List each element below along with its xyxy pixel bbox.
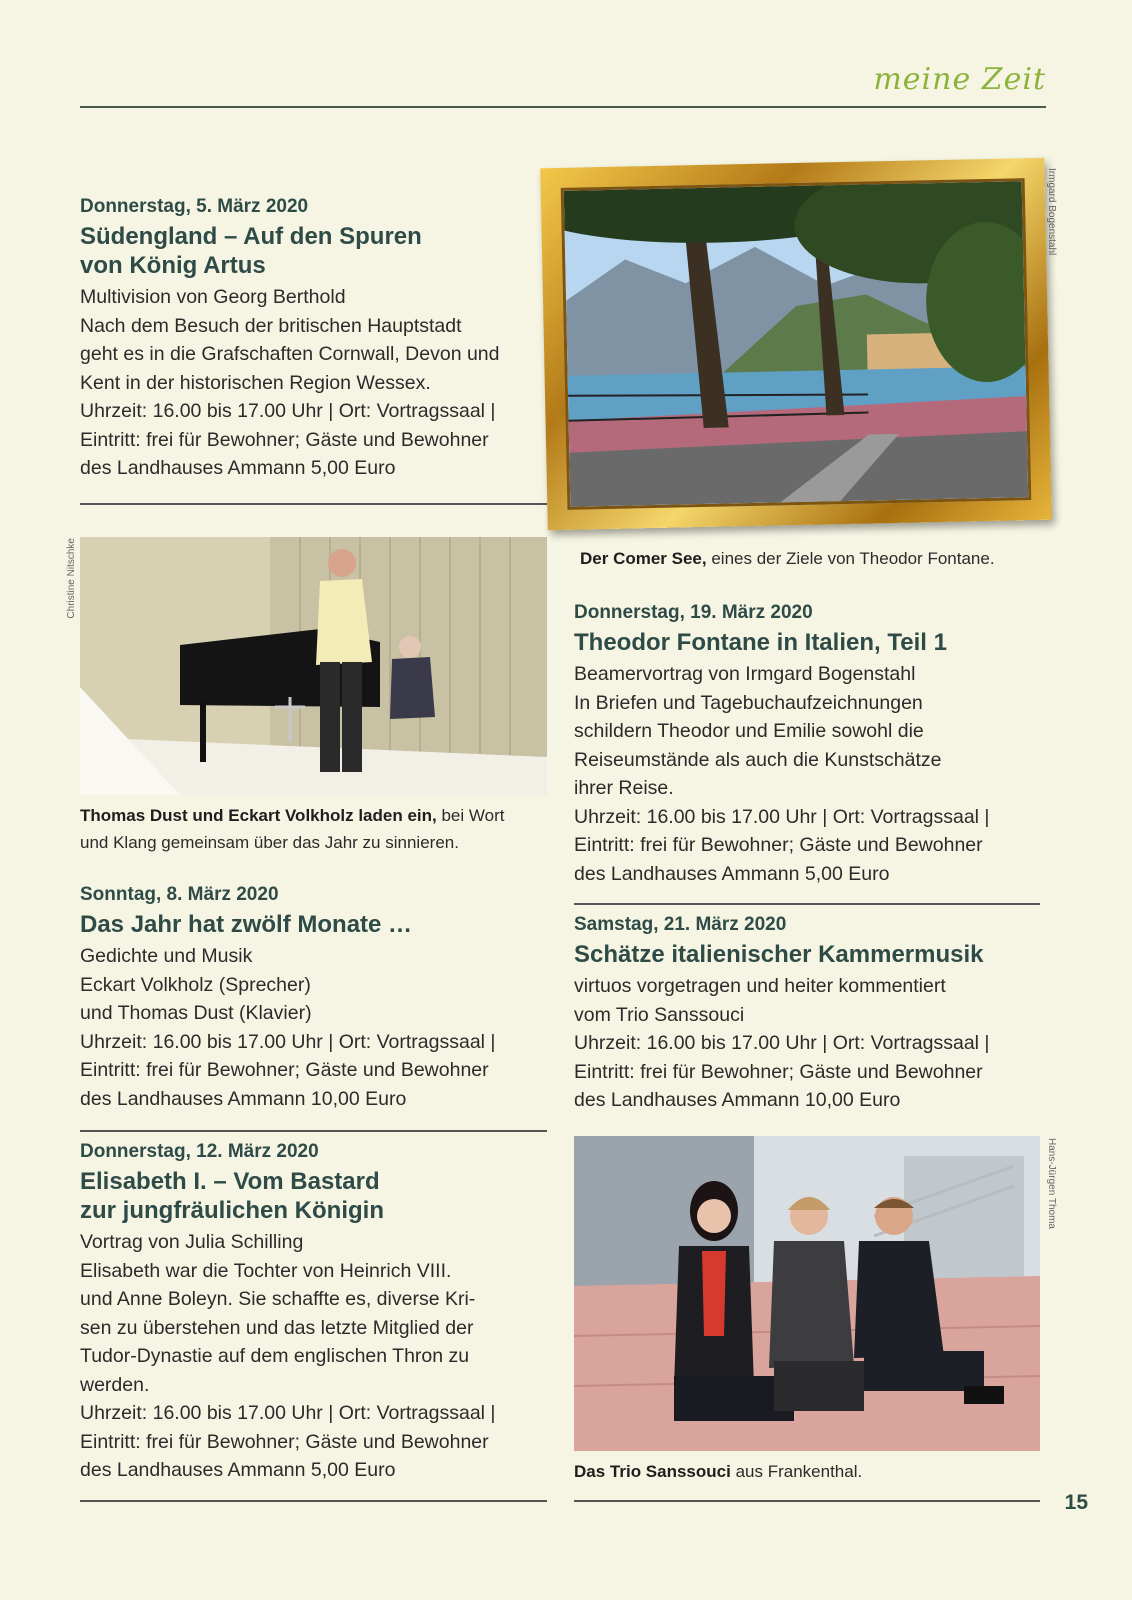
section-divider — [574, 903, 1040, 905]
event-line: schildern Theodor und Emilie sowohl die — [574, 720, 924, 742]
event-date: Sonntag, 8. März 2020 — [80, 884, 279, 905]
section-divider — [80, 503, 547, 505]
event-line: vom Trio Sanssouci — [574, 1003, 745, 1026]
caption-bold: Thomas Dust und Eckart Volkholz laden ein, — [80, 806, 437, 825]
event-title — [80, 222, 540, 280]
event-title: Theodor Fontane in Italien, Teil 1 — [574, 629, 947, 656]
event-title — [80, 1167, 550, 1225]
event-line: und Thomas Dust (Klavier) — [80, 1002, 312, 1024]
section-divider — [574, 1500, 1040, 1502]
caption-line — [80, 802, 550, 829]
event-line: Uhrzeit: 16.00 bis 17.00 Uhr | Ort: Vortragssaal | — [80, 400, 496, 422]
caption-text: eines der Ziele von Theodor Fontane. — [706, 549, 995, 568]
event-date: Donnerstag, 19. März 2020 — [574, 602, 813, 623]
section-divider — [80, 1500, 547, 1502]
event-line: Vortrag von Julia Schilling — [80, 1231, 304, 1253]
event-line: Gedichte und Musik — [80, 945, 253, 967]
event-line: Eintritt: frei für Bewohner; Gäste und Bewohner — [574, 834, 983, 856]
gold-picture-frame — [540, 158, 1051, 530]
event-line: Elisabeth war die Tochter von Heinrich VIII. — [80, 1259, 452, 1282]
event-line: des Landhauses Ammann 5,00 Euro — [574, 862, 890, 885]
event-line: Eintritt: frei für Bewohner; Gäste und Bewohner — [80, 1059, 489, 1081]
event-fontane-italien — [574, 602, 1054, 888]
event-date: Samstag, 21. März 2020 — [574, 914, 787, 935]
event-line: Eckart Volkholz (Sprecher) — [80, 973, 311, 996]
photo-piano-concert — [80, 537, 547, 795]
header-divider — [80, 106, 1046, 108]
event-description — [80, 283, 540, 483]
caption-bold: Der Comer See, — [580, 549, 707, 568]
photo-comer-see — [561, 178, 1032, 510]
event-line: Reiseumstände als auch die Kunstschätze — [574, 748, 942, 771]
event-line: Eintritt: frei für Bewohner; Gäste und Bewohner — [80, 1430, 489, 1453]
event-line: Eintritt: frei für Bewohner; Gäste und Bewohner — [80, 428, 489, 451]
event-title-line: zur jungfräulichen Königin — [80, 1197, 384, 1224]
brand-logo: meine Zeit — [873, 62, 1046, 97]
event-line: des Landhauses Ammann 5,00 Euro — [80, 1459, 396, 1481]
event-line: Eintritt: frei für Bewohner; Gäste und Bewohner — [574, 1060, 983, 1083]
event-line: des Landhauses Ammann 5,00 Euro — [80, 457, 396, 479]
event-line: des Landhauses Ammann 10,00 Euro — [574, 1089, 901, 1111]
photo-credit: Irmgard Bogenstahl — [1046, 168, 1057, 256]
page-number: 15 — [1064, 1491, 1088, 1514]
event-line: In Briefen und Tagebuchaufzeichnungen — [574, 691, 923, 714]
event-line: Uhrzeit: 16.00 bis 17.00 Uhr | Ort: Vortragssaal | — [80, 1030, 496, 1053]
event-description — [80, 1228, 550, 1485]
photo-credit: Christine Nitschke — [66, 538, 77, 619]
photo-trio-sanssouci — [574, 1136, 1040, 1451]
event-description — [574, 972, 1054, 1115]
event-line: ihrer Reise. — [574, 777, 674, 799]
event-title-line: von König Artus — [80, 252, 266, 279]
caption-text: aus Frankenthal. — [730, 1462, 863, 1481]
event-date: Donnerstag, 5. März 2020 — [80, 196, 309, 217]
event-line: und Anne Boleyn. Sie schaffte es, diverse Kri- — [80, 1288, 476, 1310]
section-divider — [80, 1130, 547, 1132]
photo-credit: Hans-Jürgen Thoma — [1046, 1138, 1057, 1229]
event-description — [574, 660, 1054, 888]
event-description — [80, 942, 550, 1113]
event-title-line: Elisabeth I. – Vom Bastard — [80, 1168, 380, 1195]
event-line: sen zu überstehen und das letzte Mitglied der — [80, 1316, 474, 1339]
caption-lake — [580, 545, 1050, 572]
event-line: Nach dem Besuch der britischen Hauptstadt — [80, 314, 462, 337]
event-line: Multivision von Georg Berthold — [80, 286, 346, 308]
event-line: Uhrzeit: 16.00 bis 17.00 Uhr | Ort: Vortragssaal | — [574, 1032, 990, 1054]
event-line: Beamervortrag von Irmgard Bogenstahl — [574, 663, 916, 685]
event-elisabeth — [80, 1141, 550, 1485]
event-jahr-zwoelf-monate — [80, 884, 550, 1113]
caption-piano — [80, 802, 550, 856]
event-title-line: Südengland – Auf den Spuren — [80, 223, 422, 250]
event-line: virtuos vorgetragen und heiter kommentiert — [574, 975, 946, 997]
event-line: des Landhauses Ammann 10,00 Euro — [80, 1087, 407, 1110]
caption-line: und Klang gemeinsam über das Jahr zu sinnieren. — [80, 833, 459, 852]
event-line: Uhrzeit: 16.00 bis 17.00 Uhr | Ort: Vortragssaal | — [574, 805, 990, 828]
event-line: Uhrzeit: 16.00 bis 17.00 Uhr | Ort: Vortragssaal | — [80, 1402, 496, 1424]
caption-text: bei Wort — [436, 806, 505, 825]
event-line: geht es in die Grafschaften Cornwall, Devon und — [80, 343, 500, 365]
event-title: Schätze italienischer Kammermusik — [574, 941, 984, 968]
event-title: Das Jahr hat zwölf Monate … — [80, 911, 413, 938]
event-date: Donnerstag, 12. März 2020 — [80, 1141, 319, 1162]
event-kammermusik — [574, 914, 1054, 1115]
event-line: Tudor-Dynastie auf dem englischen Thron zu — [80, 1345, 470, 1367]
event-suedengland — [80, 196, 540, 483]
caption-trio — [574, 1458, 1044, 1485]
caption-bold: Das Trio Sanssouci — [574, 1462, 731, 1481]
event-line: werden. — [80, 1373, 150, 1396]
event-line: Kent in der historischen Region Wessex. — [80, 371, 431, 394]
